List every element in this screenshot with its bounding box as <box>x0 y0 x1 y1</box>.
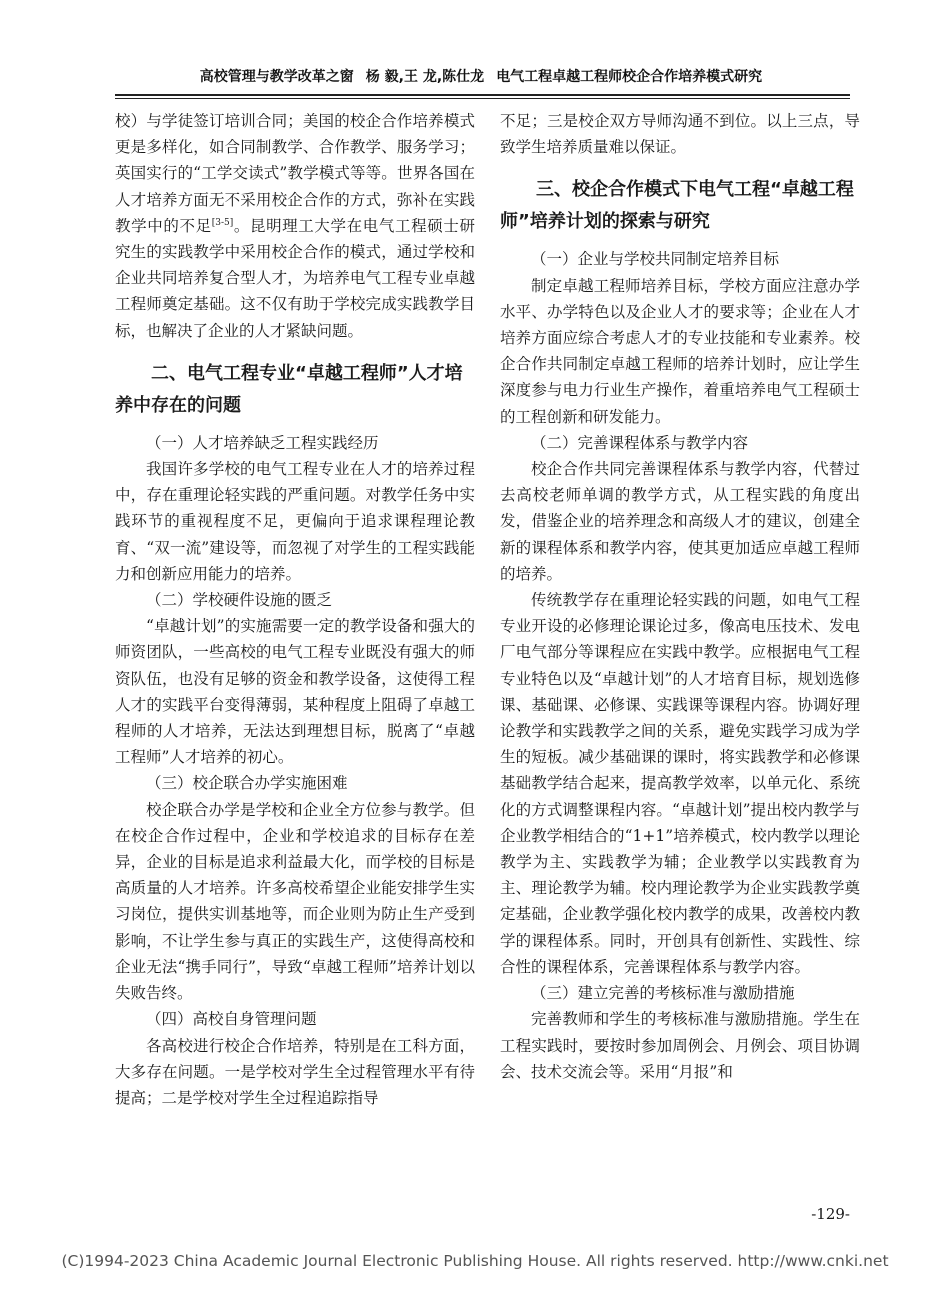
subsection-3-2-heading: （二）完善课程体系与教学内容 <box>531 433 749 452</box>
subsection-3-3-heading: （三）建立完善的考核标准与激励措施 <box>531 984 795 1003</box>
running-header <box>115 62 847 92</box>
journal-section: 高校管理与教学改革之窗 <box>199 69 354 85</box>
subsection-3-2-paragraph-2: 传统教学存在重理论轻实践的问题，如电气工程专业开设的必修理论课论过多，像高电压技术、发电厂电气部分等课程应在实践中教学。应根据电气工程专业特色以及“卓越计划”的人才培育目标，规划选修课、基础课、必修课、实践课等课程内容。协调好理论教学和实践教学之间的关系，避免实践学习成为学生的短板。减少基础课的课时，将实践教学和必修课基础教学结合起来，提高教学效率，以单元化、系统化的方式调整课程内容。“卓越计划”提出校内教学与企业教学相结合的“1+1”培养模式，校内教学以理论教学为主、实践教学为辅；企业教学以实践教育为主、理论教学为辅。校内理论教学为企业实践教学奠定基础，企业教学强化校内教学的成果，改善校内教学的课程体系。同时，开创具有创新性、实践性、综合性的课程体系，完善课程体系与教学内容。 <box>500 591 860 976</box>
subsection-2-4-heading: （四）高校自身管理问题 <box>146 1010 317 1029</box>
section-3-heading: 三、校企合作模式下电气工程“卓越工程师”培养计划的探索与研究 <box>500 179 854 233</box>
page-number: -129- <box>811 1205 850 1223</box>
section-2-heading: 二、电气工程专业“卓越工程师”人才培养中存在的问题 <box>115 362 463 416</box>
subsection-3-2-paragraph-1: 校企合作共同完善课程体系与教学内容，代替过去高校老师单调的教学方式，从工程实践的角度出发，借鉴企业的培养理念和高级人才的建议，创建全新的课程体系和教学内容，使其更加适应卓越工程师的培养。 <box>500 460 860 583</box>
header-article-title: 电气工程卓越工程师校企合作培养模式研究 <box>496 69 763 85</box>
citation[interactable]: [3-5] <box>211 217 234 228</box>
subsection-2-3-heading: （三）校企联合办学实施困难 <box>146 774 348 793</box>
subsection-2-1-heading: （一）人才培养缺乏工程实践经历 <box>146 433 379 452</box>
header-authors: 杨 毅,王 龙,陈仕龙 <box>365 69 485 85</box>
subsection-2-4-paragraph: 各高校进行校企合作培养，特别是在工科方面，大多存在问题。一是学校对学生全过程管理水平有待提高；二是学校对学生全过程追踪指导 <box>115 1036 475 1107</box>
intro-paragraph: 校）与学徒签订培训合同；美国的校企合作培养模式更是多样化，如合同制教学、合作教学、服务学习；英国实行的“工学交读式”教学模式等等。世界各国在人才培养方面无不采用校企合作的方式，弥补在实践教学中的不足[3-5]。昆明理工大学在电气工程硕士研究生的实践教学中采用校企合作的模式，通过学校和企业共同培养复合型人才，为培养电气工程专业卓越工程师奠定基础。这不仅有助于学校完成实践教学目标，也解决了企业的人才紧缺问题。 <box>115 112 475 340</box>
subsection-3-1-paragraph: 制定卓越工程师培养目标，学校方面应注意办学水平、办学特色以及企业人才的要求等；企业在人才培养方面应综合考虑人才的专业技能和专业素养。校企合作共同制定卓越工程师的培养计划时，应让学生深度参与电力行业生产操作，着重培养电气工程硕士的工程创新和研发能力。 <box>500 276 860 426</box>
header-rule <box>115 94 850 96</box>
subsection-3-3-paragraph: 完善教师和学生的考核标准与激励措施。学生在工程实践时，要按时参加周例会、月例会、项目协调会、技术交流会等。采用“月报”和 <box>500 1010 860 1081</box>
left-column <box>115 108 475 1111</box>
subsection-2-2-heading: （二）学校硬件设施的匮乏 <box>146 591 333 610</box>
subsection-2-1-paragraph: 我国许多学校的电气工程专业在人才的培养过程中，存在重理论轻实践的严重问题。对教学任务中实践环节的重视程度不足，更偏向于追求课程理论教育、“双一流”建设等，而忽视了对学生的工程实践能力和创新应用能力的培养。 <box>115 460 475 583</box>
subsection-3-1-heading: （一）企业与学校共同制定培养目标 <box>531 250 780 269</box>
subsection-2-3-paragraph: 校企联合办学是学校和企业全方位参与教学。但在校企合作过程中，企业和学校追求的目标存在差异，企业的目标是追求利益最大化，而学校的目标是高质量的人才培养。许多高校希望企业能安排学生实习岗位，提供实训基地等，而企业则为防止生产受到影响，不让学生参与真正的实践生产，这使得高校和企业无法“携手同行”，导致“卓越工程师”培养计划以失败告终。 <box>115 800 475 1003</box>
header-rule-thin <box>115 98 850 99</box>
right-column <box>500 108 860 1085</box>
copyright-footer: (C)1994-2023 China Academic Journal Electronic Publishing House. All rights reserved. http://www.cnki.net <box>61 1252 889 1270</box>
continued-paragraph: 不足；三是校企双方导师沟通不到位。以上三点，导致学生培养质量难以保证。 <box>500 112 860 157</box>
subsection-2-2-paragraph: “卓越计划”的实施需要一定的教学设备和强大的师资团队，一些高校的电气工程专业既没有强大的师资队伍，也没有足够的资金和教学设备，这使得工程人才的实践平台变得薄弱，某种程度上阻碍了卓越工程师的人才培养，无法达到理想目标，脱离了“卓越工程师”人才培养的初心。 <box>115 617 475 767</box>
